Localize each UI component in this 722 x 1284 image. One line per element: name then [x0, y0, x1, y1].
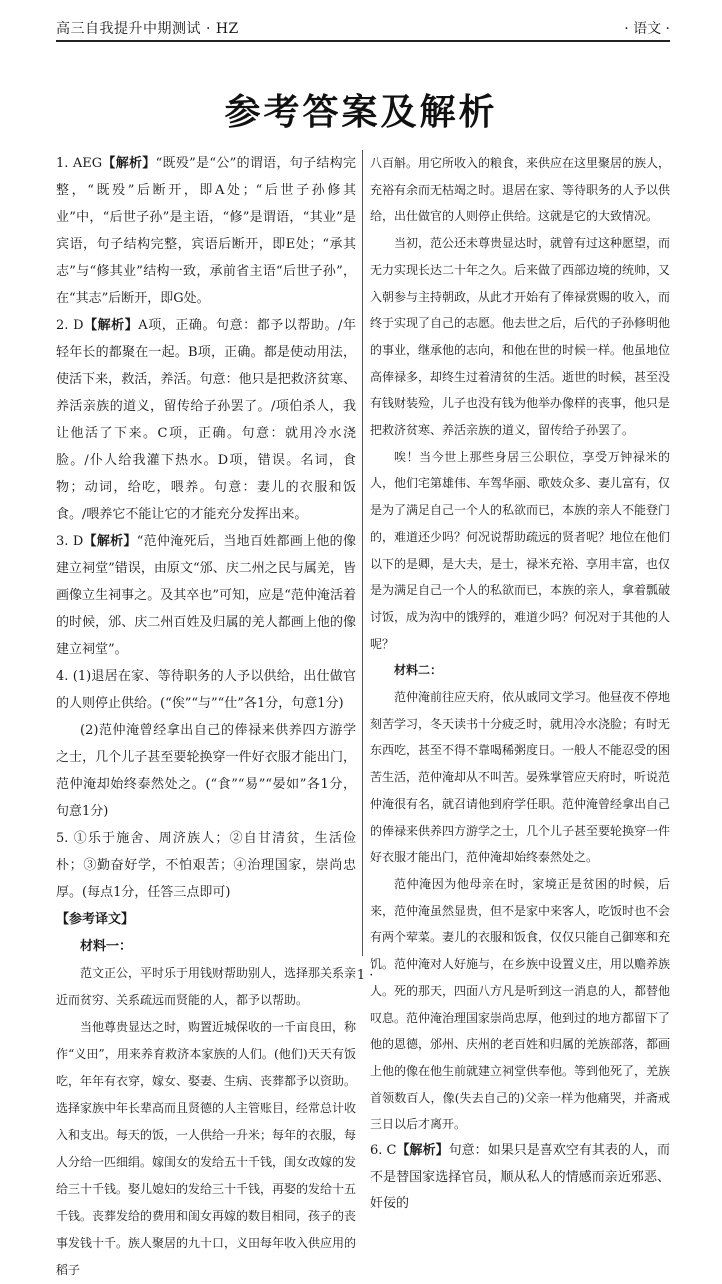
translation-para-3: 八百斛。用它所收入的粮食，来供应在这里聚居的族人，充裕有余而无枯竭之时。退居在家、等待职务的人予以供给，出仕做官的人则停止供给。这就是它的大致情况。: [370, 156, 671, 224]
answer-4-part1: 4. (1)退居在家、等待职务的人予以供给，出仕做官的人则停止供给。(“俟”“与”“仕”各1分，句意1分): [56, 669, 356, 711]
translation-para-5: 唉！当今世上那些身居三公职位，享受万钟禄米的人，他们宅第雄伟、车驾华丽、歌妓众多、妻儿富有，仅是为了满足自己一个人的私欲而已，本族的亲人不能登门的，难道还少吗？何况说帮助疏远的贤者呢？地位在他们以下的是卿，是大夫，是士，禄米充裕、享用丰富，也仅是为满足自己一个人的私欲而已，本族的亲人，拿着瓢破讨饭，成为沟中的饿殍的，难道少吗？何况对于其他的人呢？: [370, 449, 671, 651]
translation-para-6: 范仲淹前往应天府，依从戚同文学习。他昼夜不停地刻苦学习，冬天读书十分疲乏时，就用冷水浇脸；有时无东西吃，甚至不得不靠喝稀粥度日。一般人不能忍受的困苦生活，范仲淹却从不叫苦。晏殊掌管应天府时，听说范仲淹很有名，就召请他到府学任职。范仲淹曾经拿出自己的俸禄来供养四方游学之士，几个儿子甚至要轮换穿一件好衣服才能出门，范仲淹却始终泰然处之。: [370, 690, 671, 865]
translation-para-4: 当初，范公还未尊贵显达时，就曾有过这种愿望，而无力实现长达二十年之久。后来做了西部边境的统帅，又入朝参与主持朝政，从此才开始有了俸禄赏赐的收入，而终于实现了自己的志愿。他去世之后，后代的子孙修明他的事业，继承他的志向，和他在世的时候一样。他虽地位高俸禄多，却终生过着清贫的生活。逝世的时候，甚至没有钱财装殓，儿子也没有钱为他举办像样的丧事，他只是把救济贫寒、养活亲族的道义，留传给子孙罢了。: [370, 236, 671, 438]
translation-para-1: 范文正公，平时乐于用钱财帮助别人，选择那关系亲近而贫穷、关系疏远而贤能的人，都予以帮助。: [56, 966, 357, 1007]
answer-4-part2: (2)范仲淹曾经拿出自己的俸禄来供养四方游学之士，几个儿子甚至要轮换穿一件好衣服才能出门，范仲淹却始终泰然处之。(“食”“易”“晏如”各1分，句意1分): [56, 723, 356, 819]
page-title: 参考答案及解析: [224, 92, 498, 133]
translation-para-7: 范仲淹因为他母亲在时，家境正是贫困的时候，后来，范仲淹虽然显贵，但不是家中来客人，吃饭时也不会有两个荤菜。妻儿的衣服和饭食，仅仅只能自己御寒和充饥。范仲淹对人好施与，在乡族中设置义庄，用以赡养族人。死的那天，四面八方凡是听到这一消息的人，都替他叹息。范仲淹治理国家崇尚忠厚，他到过的地方都留下了他的恩德，邠州、庆州的老百姓和归属的羌族部落，都画上他的像在他生前就建立祠堂供奉他。等到他死了，羌族首领数百人，像(失去自己的)父亲一样为他痛哭，并斋戒三日以后才离开。: [370, 876, 671, 1132]
answer-5: 5. ①乐于施舍、周济族人；②自甘清贫，生活俭朴；③勤奋好学，不怕艰苦；④治理国家，崇尚忠厚。(每点1分，任答三点即可): [56, 831, 356, 900]
answer-6: 6. C【解析】句意：如果只是喜欢空有其表的人，而不是替国家选择官员，顺从私人的情感而亲近邪恶、奸佞的: [370, 1143, 670, 1212]
column-divider: [362, 150, 363, 956]
answer-3: 3. D【解析】“范仲淹死后，当地百姓都画上他的像建立祠堂”错误，由原文“邠、庆二州之民与属羌，皆画像立生祠事之。及其卒也”可知，应是“范仲淹活着的时候，邠、庆二州百姓及归属的羌人都画上他的像建立祠堂”。: [56, 534, 356, 657]
translation-heading: 【参考译文】: [56, 912, 135, 927]
translation-para-2: 当他尊贵显达之时，购置近城保收的一千亩良田，称作“义田”，用来养育救济本家族的人们。(他们)天天有饭吃，年年有衣穿，嫁女、娶妻、生病、丧葬都予以资助。选择家族中年长辈高而且贤德的人主管账目，经常总计收入和支出。每天的饭，一人供给一升米；每年的衣服，每人分给一匹细绢。嫁闺女的发给五十千钱，闺女改嫁的发给三十千钱。娶儿媳妇的发给三十千钱，再娶的发给十五千钱。丧葬发给的费用和闺女再嫁的数目相同，孩子的丧事发钱十千。族人聚居的九十口，义田每年收入供应用的稻子: [56, 1020, 357, 1277]
exam-title: 高三自我提升中期测试 · HZ: [56, 21, 239, 37]
right-column: [370, 150, 671, 1212]
material-1-heading: 材料一：: [80, 939, 133, 954]
page-number: · 1 ·: [348, 968, 374, 983]
left-column: [56, 150, 357, 1277]
answer-1: 1. AEG【解析】“既殁”是“公”的谓语，句子结构完整，“既殁”后断开，即A处；“后世子孙修其业”中，“后世子孙”是主语，“修”是谓语，“其业”是宾语，句子结构完整，宾语后断开，即E处；“承其志”与“修其业”结构一致，承前省主语“后世子孙”，在“其志”后断开，即G处。: [56, 156, 356, 306]
subject-label: · 语文 ·: [624, 21, 670, 37]
answer-2: 2. D【解析】A项，正确。句意：都予以帮助。/年轻年长的都聚在一起。B项，正确。都是使动用法，使活下来，救活，养活。句意：他只是把救济贫寒、养活亲族的道义，留传给子孙罢了。/项伯杀人，我让他活了下来。C项，正确。句意：就用冷水浇脸。/仆人给我灌下热水。D项，错误。名词，食物；动词，给吃，喂养。句意：妻儿的衣服和饭食。/喂养它不能让它的才能充分发挥出来。: [56, 318, 356, 522]
page-header: [56, 14, 670, 42]
material-2-heading: 材料二：: [394, 663, 443, 678]
